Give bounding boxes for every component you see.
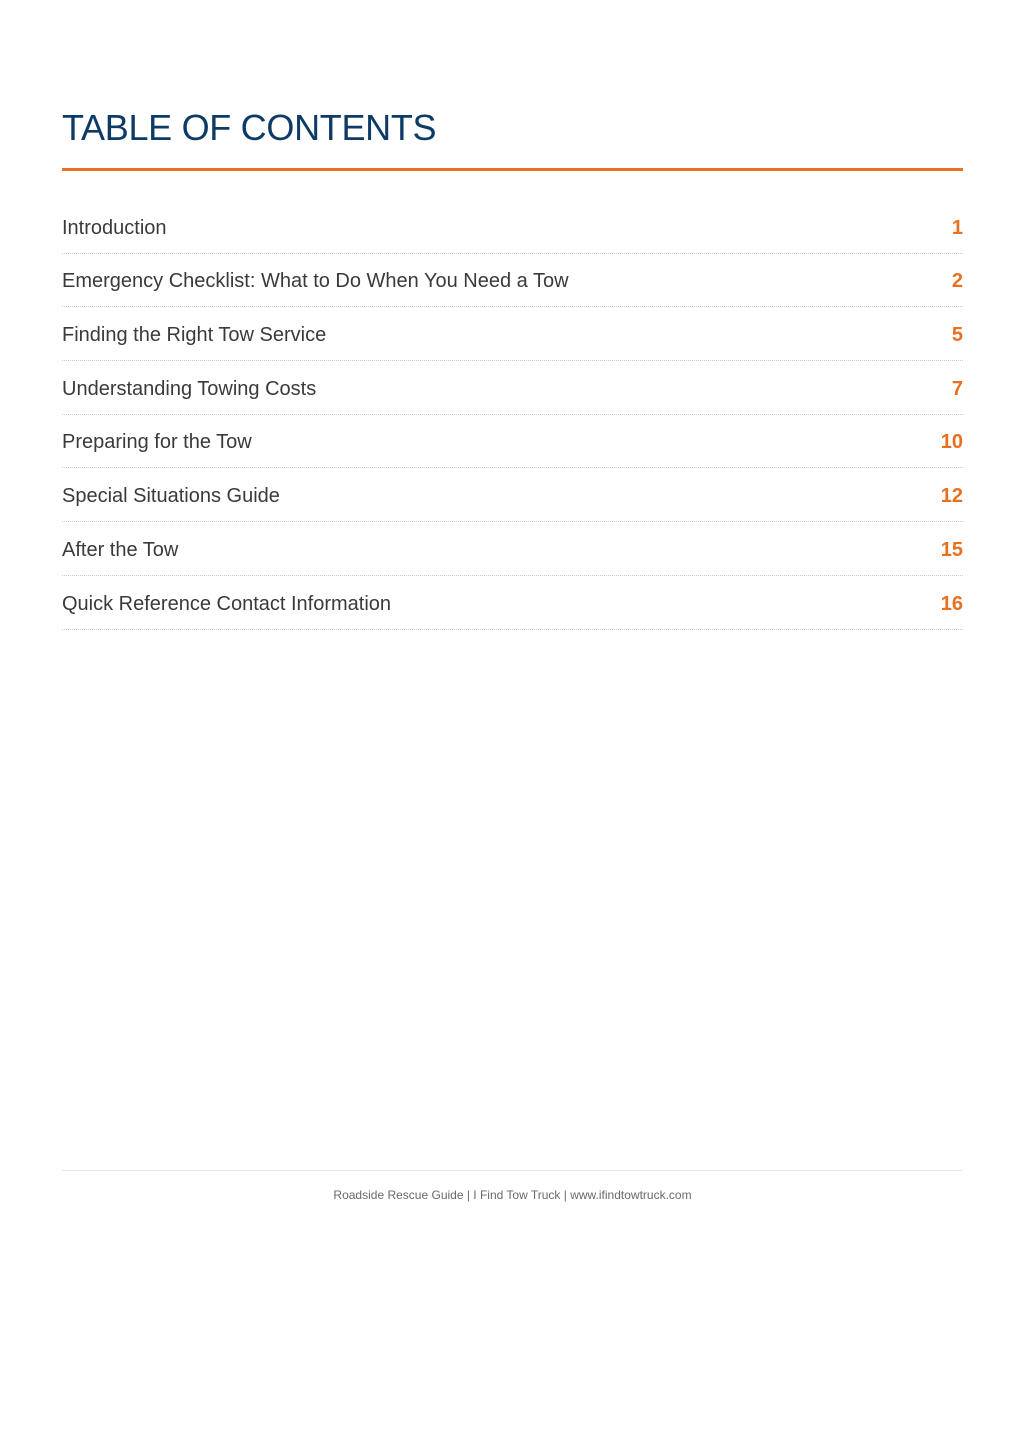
toc-entry-emergency-checklist[interactable] <box>62 254 963 308</box>
toc-entry-page-number[interactable]: 16 <box>940 592 963 615</box>
document-page <box>62 0 963 1449</box>
toc-entry-towing-costs[interactable] <box>62 361 963 415</box>
toc-entry-quick-reference[interactable] <box>62 576 963 630</box>
toc-entry-label[interactable]: Emergency Checklist: What to Do When You Need a Tow <box>62 270 569 293</box>
page-footer: Roadside Rescue Guide | I Find Tow Truck | www.ifindtowtruck.com <box>333 1188 692 1202</box>
toc-entry-introduction[interactable] <box>62 200 963 254</box>
toc-entry-after-the-tow[interactable] <box>62 522 963 576</box>
toc-entry-page-number[interactable]: 1 <box>951 216 963 239</box>
footer-divider <box>62 1170 963 1171</box>
toc-entry-special-situations[interactable] <box>62 468 963 522</box>
toc-entry-label[interactable]: After the Tow <box>62 538 179 561</box>
toc-entry-page-number[interactable]: 5 <box>951 324 963 347</box>
toc-entry-page-number[interactable]: 2 <box>951 270 963 293</box>
page-title: TABLE OF CONTENTS <box>62 107 437 148</box>
toc-entry-label[interactable]: Introduction <box>62 216 167 239</box>
toc-list <box>62 200 963 630</box>
toc-entry-page-number[interactable]: 12 <box>940 485 963 508</box>
toc-entry-label[interactable]: Understanding Towing Costs <box>62 377 317 400</box>
toc-entry-label[interactable]: Quick Reference Contact Information <box>62 592 392 615</box>
title-divider <box>62 168 963 171</box>
toc-entry-page-number[interactable]: 10 <box>940 431 963 454</box>
toc-entry-label[interactable]: Preparing for the Tow <box>62 431 252 454</box>
toc-entry-preparing-for-tow[interactable] <box>62 415 963 469</box>
toc-entry-page-number[interactable]: 7 <box>951 377 963 400</box>
toc-entry-label[interactable]: Special Situations Guide <box>62 485 280 508</box>
toc-entry-finding-tow-service[interactable] <box>62 307 963 361</box>
toc-entry-label[interactable]: Finding the Right Tow Service <box>62 324 327 347</box>
toc-entry-page-number[interactable]: 15 <box>940 538 963 561</box>
